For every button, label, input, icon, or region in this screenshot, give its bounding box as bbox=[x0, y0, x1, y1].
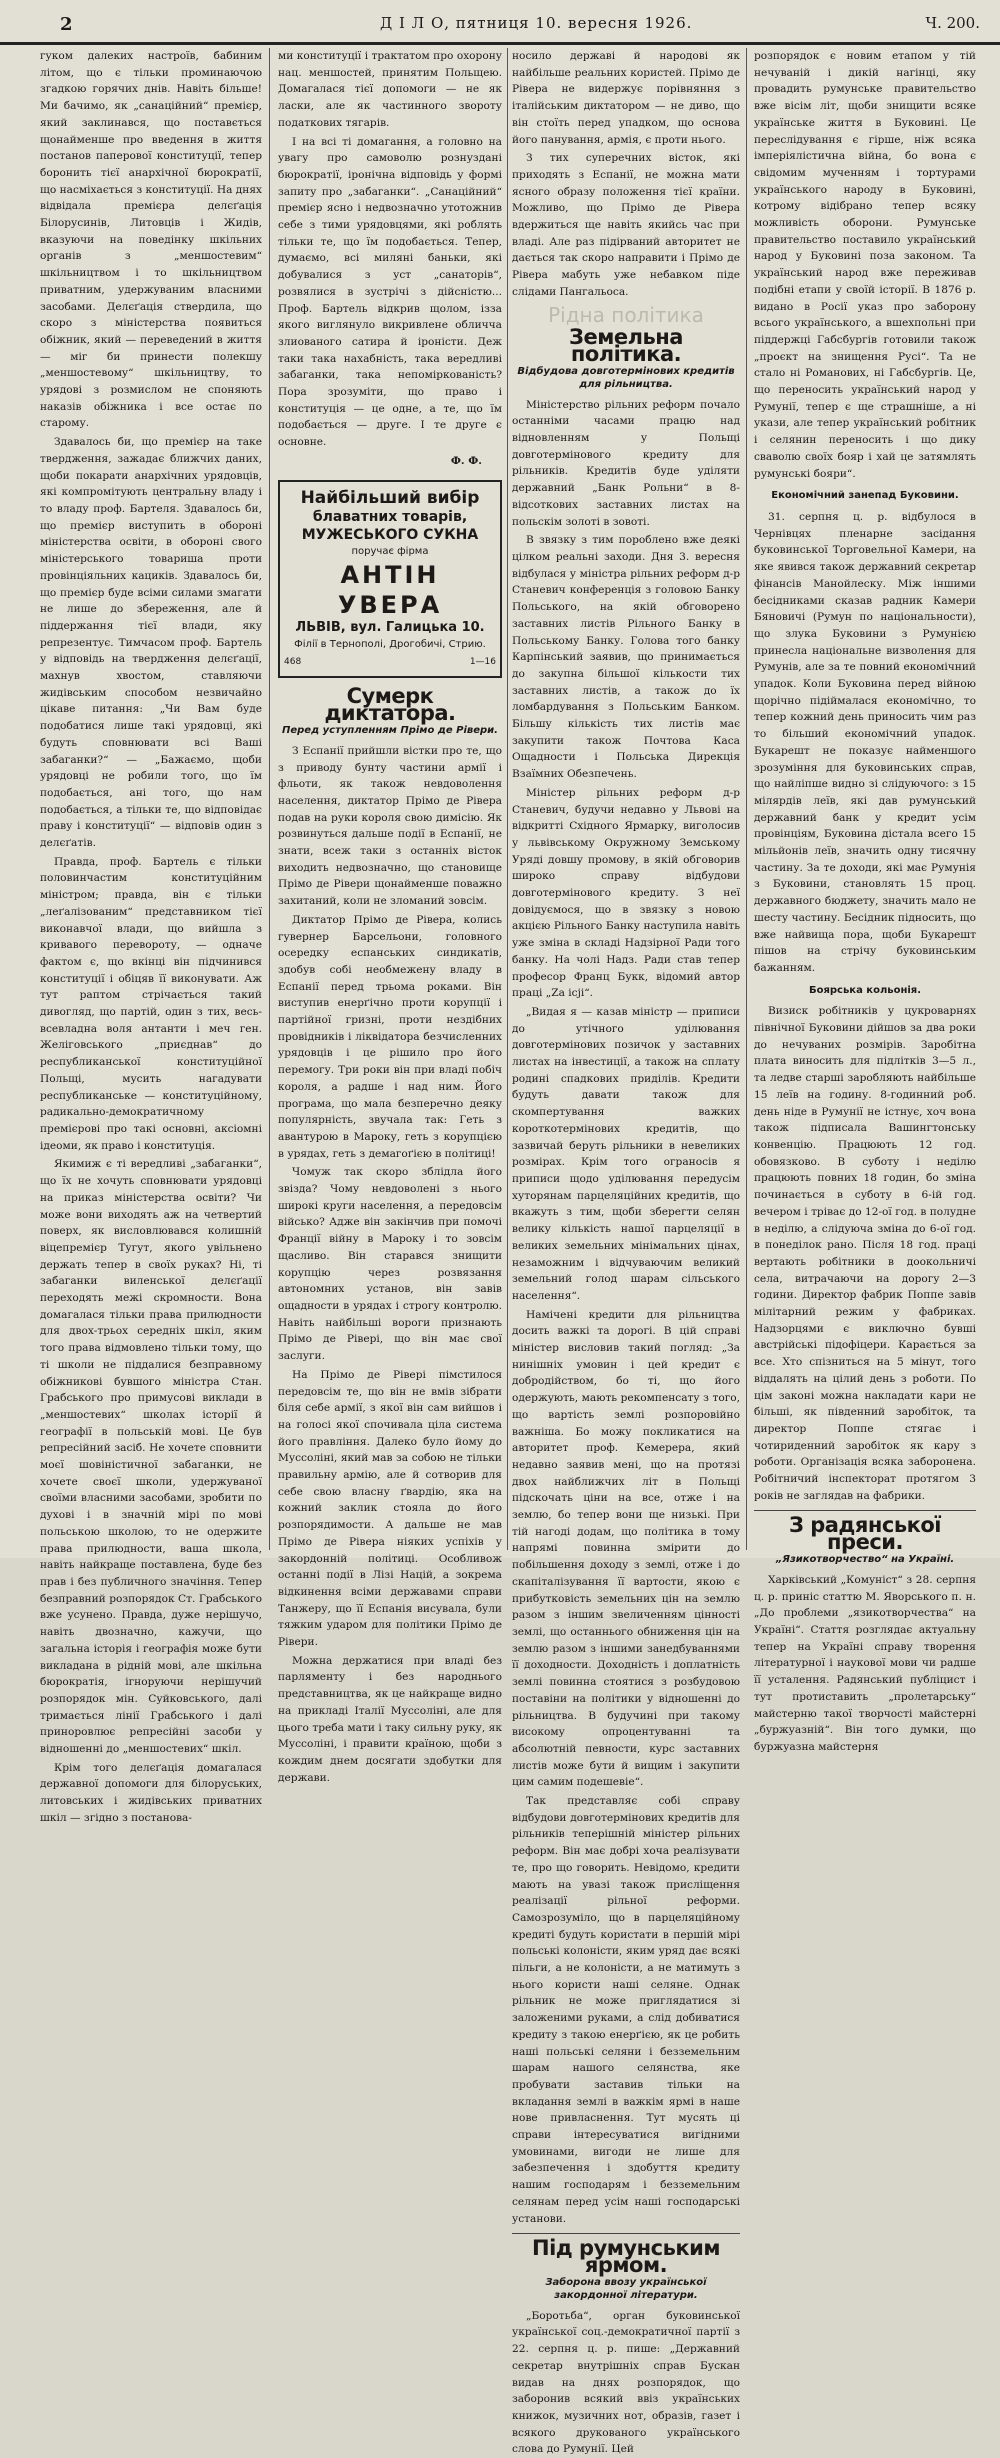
column-rule bbox=[507, 48, 508, 1550]
paragraph: Крім того делєґація домагалася державної допомоги для білоруських, литовських і жидівських приватних шкіл — згідно з постанова- bbox=[40, 1761, 262, 1824]
paragraph: І на всі ті домагання, а головно на увагу про самоволю рознуздані бюрократії, іронічна відповідь у формі запиту про „забаганки“. „Санаційний“ премієр ясно і недвозначно утотожнив себе з тими урядовцями, які роблять тільки те, що їм подобається. Тепер, думаємо, всі миляні баньки, які добувалися з уст „санаторів“, розвялися в зустрічі з дійсністю... Проф. Бартель відкрив щолом, ізза якого виглянуло викривлене обличча злиованого сатира й іроністи. Деж таки така нахабність, така вередливі забаганки, така непоміркованість? Пора зрозуміти, що право і конституція — це одне, а те, що їм подобається — друге. І те друге є основне. bbox=[278, 135, 502, 449]
article-title: Земельна політика. bbox=[569, 325, 683, 366]
ad-codes bbox=[284, 654, 496, 671]
column-1 bbox=[40, 48, 263, 1824]
paragraph: Чомуж так скоро зблідла його звізда? Чому невдоволені з нього широкі круги населення, а передовсім військо? Адже він закінчив при помочі Франції війну в Мароку і то зовсім щасливо. Він старався знищити корупцію через розвязання автономних установ, він завів ощадности в урядах і строгу контролю. Навіть найбільші вороги признають Прімо де Рівері, що він має свої заслуги. bbox=[278, 1166, 502, 1363]
paragraph: Якимиж є ті вередливі „забаганки“, що їх не хочуть сповнювати урядовці на приказ міністерства освіти? Чи може вони виходять аж на четвертий поверх, як висловлювався колишній віцепремієр Тугут, якого увільнено держать тепер в своїх руках? Ні, ті забаганки виленської делєґації переходять межі скромности. Вона домагалася тільки права прилюдности для двох-трьох середніх шкіл, яким того права відмовлено тільки тому, що ті школи не піддалися безправному обіжникові бувшого міністра Стан. Грабського про примусові виклади в „меншостевих“ школах історії й географії в польській мові. Це був репресійний засіб. Не хочете сповнити моєї шовіністичної забаганки, не хочете своєї школи, удержуваної своїми власними засобами, зробити по духові і в значній мірі по мові польською школою, то не одержите права прилюдности, ваша школа, навіть найкраще поставлена, буде без прав і без публичного значіння. Тепер безправний розпорядок Ст. Грабського вже усунено. Правда, дуже нерішучо, навіть двозначно, кажучи, що загальна історія і географія може бути викладана в рідній мові, але шкільна бюрократія, ігноруючи нерішучий розпорядок мін. Суйковського, далі тримається лінії Грабського і далі приноровлює репресійні засоби у відношенні до „меншостевих“ шкіл. bbox=[40, 1158, 262, 1756]
page-header bbox=[0, 0, 1000, 45]
paragraph: гуком далеких настроїв, бабиним літом, що є тільки проминаючою згадкою горячих днів. Навіть більше! Ми бачимо, як „санаційний“ премієр, який заклинався, що поставється щонайменше про введення в життя постанов паперової конституції, тепер боронить тієї анархічної бюрократії, що насміхається з конституції. На днях відвідала премієра делєґація Білорусинів, Литовців і Жидів, вказуючи на поведінку шкільних органів з „меншостевим“ шкільництвом і то шкільництвом приватним, удержуваним власними засобами. Делєґація ствердила, що скоро з міністерства появиться обіжник, який — переведений в життя — міг би принести полекшу „меншостевому“ шкільництву, то урядові з розмислом не споняють наказів обіжника і все остає по старому. bbox=[40, 50, 263, 430]
article-subtitle: Відбудова довготермінових кредитів для рільництва. bbox=[517, 365, 735, 390]
ad-address: ЛЬВІВ, вул. Галицька 10. bbox=[295, 620, 485, 636]
ad-line: Найбільший вибір bbox=[300, 487, 480, 508]
issue-number: Ч. 200. bbox=[925, 14, 980, 32]
paragraph: 31. серпня ц. р. відбулося в Чернівцях пленарне засідання буковинської Торговельної Камери, на яке явився також державний секретар фінансів Манойлеску. Між іншими бесідниками сказав радник Камери Бяновичі (Румун по національности), що злука Буковини з Румунією принесла національне визволення для Румунів, але за те повний економічний упадок. Коли Буковина перед війною щорічно підіймалася економічно, то тепер кожний день приносить чим раз то більший економічний упадок. Букарешт не показує найменшого зрозуміння для буковинських справ, що найліпше видно зі слідуючого: з 15 мілярдів леїв, які дав румунський державний банк у кредит усім провінціям, Буковина дістала всего 15 мільйонів леїв, значить одну тисячну частину. За те доходи, які має Румунія з Буковини, становлять 15 проц. державного бюджету, значить мало не шесту частину. Бесідник підносить, що вже найвища пора, щоби Букарешт пішов на стрічу буковинським бажанням. bbox=[754, 510, 976, 974]
section-heading: Економічний занепад Буковини. bbox=[771, 490, 959, 502]
paragraph: Намічені кредити для рільництва досить важкі та дорогі. В цій справі міністер висловив такий погляд: „За нинішніх умовин і цей кредит є добродійством, бо ті, що його одержують, мають рекомпенсату з того, що вартість землі розпоровійно важніша. Бо можу покликатися на авторитет проф. Кемерера, який недавно заявив мені, що на протязі двох найближчих літ в Польщі підскочать ціни на все, отже і на землю, бо тепер вони ще низькі. При тій нагоді додам, що політика в тому напрямі повинна змірити до побільшення доходу з землі, отже і до скапіталізування її вартости, якою є прибутковість земельних цін на землю разом з іншим звеличенням цінності землі, що останнього обниження цін на землю разом з іншими занедбуваннями її доходности. Доходність і доплатність землі повинна стоятися з розбудовою поставіни на політики у відношенні до рільництва. В будучині при такому високому опроцентуванні та абсолютній певности, курс заставних листів може бути й вищим і закупити цим самим подешевіе“. bbox=[512, 1308, 740, 1789]
paragraph: З тих суперечних вісток, які приходять з Еспанії, не можна мати ясного образу положення тієї країни. Можливо, що Прімо де Рівера вдержиться ще навіть якийсь час при владі. Але раз підірваний авторитет не дається так скоро направити і Прімо де Рівера мабуть уже небавком піде слідами Пангальоса. bbox=[512, 152, 740, 298]
ad-line: блаватних товарів, bbox=[312, 508, 468, 525]
paragraph: Визиск робітників у цукроварнях північної Буковини дійшов за два роки до нечуваних розмірів. Заробітна плата виносить для підлітків 3—5 л., та ледве старші заробляють найбільше 15 леїв на годину. 8-годинний роб. день ніде в Румунії не істнує, хоч вона також підписала Вашингтонську конвенцію. Працюють 12 год. обовязково. В суботу і неділю працюють повних 18 годин, бо зміна починається в суботу в 6-ій год. вечером і тріває до 12-ої год. в полудне в неділю, а слідуюча зміна до 6-ої год. в понеділок рано. Після 18 год. праці вертають робітники в доокольничі села, витрачаючи на дорогу 2—3 години. Директор фабрик Поппе завів мілітарний режим у фабриках. Надзорцями є виключно бувші австрійські підофіцери. Карається за все. Хто спізниться на 5 мінут, того віддалять на цілий день з роботи. По цім законі можна накладати кари не більші, як південний заробіток, та директор Поппе стягає і чотириденний заробіток як кару з роботи. Організація всяка заборонена. Робітничий інспекторат протягом 3 років не заглядав на фабрики. bbox=[754, 1005, 976, 1502]
ad-code-right: 1—16 bbox=[469, 656, 496, 667]
paragraph: З Еспанії прийшли вістки про те, що з приводу бунту частини армії і фльоти, як також невдоволення населення, диктатор Прімо де Рівера подав на руки короля свою димісію. Як розвинуться дальше події в Еспанії, не знати, всеж таки з останніх вісток виходить недвозначно, що становище Прімо де Рівери щонайменше поважно захитаний, коли не зломаний зовсім. bbox=[278, 744, 502, 908]
ad-branches: Філії в Тернополі, Дрогобичі, Стрию. bbox=[294, 638, 486, 650]
column-2 bbox=[278, 48, 502, 1784]
paragraph: Можна держатися при владі без парляменту і без народнього представництва, як це найкраще видно на прикладі Італії Муссоліні, але для цього треба мати і таку сильну руку, як Муссоліні, і правити країною, щоби з кождим днем досягати здобутки для держави. bbox=[278, 1654, 502, 1784]
advertisement bbox=[278, 480, 502, 679]
column-rule bbox=[746, 48, 747, 1550]
paragraph: ми конституції і трактатом про охорону нац. меншостей, принятим Польщею. Домагалася тієї допомоги — не як ласки, але як частинного звороту податкових тягарів. bbox=[278, 50, 502, 129]
section-heading: Боярська кольонія. bbox=[808, 984, 922, 996]
article-title: Сумерк диктатора. bbox=[324, 684, 456, 726]
paragraph: Здавалось би, що премієр на таке твердження, зажадає ближчих даних, щоби покарати анархічних урядовців, які компромітують центральну владу і то владу проф. Бартеля. Здавалось би, що премієр виступить в обороні міністерства освіти, в обороні свого міністерського товариша проти провінціяльних кациків. Здавалось би, що премієр буде всіми силами змагати не лише до збереження, але й піддержання тієї влади, яку репрезентує. Тимчасом проф. Бартель у відповідь на твердження делєґації, махнув хвостом, ставляючи жидівським способом незвичайно цікаве питання: „Чи Вам буде подобатися лише такі урядовці, які будуть сповнювати всі Ваші забаганки?“ — „Бажаємо, щоби урядовці не робили того, що їм подобається, ані того, що нам подобається, а тільки те, що відповідає праву і конституції“ — відповів один з делєґатів. bbox=[40, 436, 262, 850]
masthead-title: Д І Л О, пятниця 10. вересня 1926. bbox=[380, 14, 693, 32]
paragraph: Харківський „Комуніст“ з 28. серпня ц. р. приніс статтю М. Яворського п. н. „До проблеми „язикотворчества“ на Україні“. Стаття розглядає актуальну тепер на Україні справу творення літературної і наукової мови чи радше її усталення. Радянський публіцист і тут протиставить „пролетарську“ майстерню такої творчості майстерні „буржуазній“. Він того думки, що буржуазна майстерня bbox=[754, 1573, 976, 1753]
faded-heading: Рідна політика bbox=[548, 302, 704, 327]
paragraph: На Прімо де Рівері пімстилося передовсім те, що він не вмів зібрати біля себе армії, з якої він сам вийшов і на голосі якої спочивала ціла система його правління. Далеко було йому до Муссоліні, який мав за собою не тільки правильну армію, але й сотворив для себе свою власну ґвардію, яка на кожний заклик стояла до його розпорядимости. А дальше не мав Прімо де Рівера ніяких успіхів у закордонній політиці. Особливож останні події в Лізі Націй, а зокрема відкинення всіми державами справи Танжеру, що її Еспанія висувала, були тяжким ударом для політики Прімо де Рівери. bbox=[278, 1368, 502, 1649]
paragraph: „Боротьба“, орган буковинської української соц.-демократичної партії з 22. серпня ц. р. пише: „Державний секретар внутрішніх справ Бускан видав на днях розпорядок, що заборонив всякий ввіз українських книжок, музичних нот, образів, газет і всякого друкованого українського слова до Румунії. Цей bbox=[512, 2309, 740, 2456]
ad-line: поручає фірма bbox=[351, 545, 429, 557]
ad-code-left: 468 bbox=[284, 656, 302, 667]
article-title: З радянської преси. bbox=[789, 1513, 941, 1555]
column-rule bbox=[269, 48, 270, 1550]
divider bbox=[512, 2233, 740, 2234]
paragraph: Міністер рільних реформ д-р Станевич, будучи недавно у Львові на відкритті Східного Ярмарку, виголосив у львівському Окружному Земському Уряді довшу промову, в якій обговорив широко справу відбудови довготермінового кредиту. З неї довідуємося, що в звязку з новою акцією Рільного Банку наступила навіть уже зміна в складі Надзірної Ради того банку. На чолі Надз. Ради став тепер професор Франц Букк, відомий автор праці „Za icji“. bbox=[512, 786, 740, 1000]
divider bbox=[754, 1510, 976, 1511]
page-number: 2 bbox=[60, 14, 73, 35]
ad-line: МУЖЕСЬКОГО СУКНА bbox=[301, 526, 479, 543]
article-signature: Ф. Ф. bbox=[450, 454, 482, 467]
article-subtitle: Перед уступленням Прімо де Рівери. bbox=[282, 724, 498, 736]
ad-firm-name: АНТІН УВЕРА bbox=[337, 561, 443, 620]
paragraph: носило державі й народові як найбільше реальних користей. Прімо де Рівера не видержує порівняння з італійським диктатором — не диво, що він стоїть перед упадком, що основа його панування, армія, є проти нього. bbox=[512, 50, 740, 146]
paragraph: Міністерство рільних реформ почало останніми часами працю над відновленням у Польщі довготермінового кредиту для рільників. Кредитів буде уділяти державний „Банк Рольни“ в 8-відсоткових заставних листах на польскім золоті в зовоті. bbox=[512, 398, 740, 528]
article-subtitle: „Язикотворчество“ на Україні. bbox=[775, 1553, 955, 1565]
paragraph: Диктатор Прімо де Рівера, колись гувернер Барсельони, головного осередку еспанських синдикатів, здобув собі необмежену владу в Еспанії перед трьома роками. Він виступив енерґічно проти корупції і партійної гризні, проти нездібних провідників і ліквідатора безчисленних урядовців і це рішило про його перемогу. Три роки він при владі побіч короля, а радше і над ним. Його програма, що мала безперечно деяку популярність, звучала так: Геть з авантурою в Мароку, геть з корупцією в урядах, геть з демагоґією в політиці! bbox=[278, 913, 502, 1160]
article-title: Під румунським ярмом. bbox=[532, 2236, 720, 2277]
paragraph: Правда, проф. Бартель є тільки половинчастим конституційним міністром; правда, він є тільки „леґалізованим“ представником тієї виконавчої влади, що вийшла з кривавого перевороту, — одначе фактом є, що вкінці він підчинився конституції і обіцяв її виконувати. Аж тут раптом стрічається такий дивогляд, що партій, один з тих, весь-всевладна воля антанти і меч ген. Желіговського „приєднав“ до республиканської конституційної Польщі, мусить нагадувати республиканське — конституційному, радикально-демократичному премієрові про такі основні, аксіомні ідеоми, як право і конституція. bbox=[40, 855, 262, 1152]
column-3 bbox=[512, 48, 740, 2456]
paragraph: „Видая я — казав міністр — приписи до утічного уділювання довготермінових позичок у заставних листах на інвестиції, а також на сплату родині спадкових приділів. Кредити будуть давати також для скомпертування важких короткотермінових кредитів, що зазвичай беруть рільники в невеликих розмірах. Крім того ограносів я приписи щодо уділювання передусім хуторянам парцеляційних кредитів, що вкажуть з тим, щоби зберегти селян велику кількість нашої парцеляції в великих земельних мінімальних цінах, незаможним і відчуваючим великий земельний голод шарам сільського населення“. bbox=[512, 1005, 740, 1302]
column-4 bbox=[754, 48, 976, 1753]
paragraph: розпорядок є новим етапом у тій нечуваній і дикій нагінці, яку провадить румунське правительство вже вісім літ, щоби знищити всяке українське життя в Буковині. Це переслідування є гірше, ніж всяка імперіялістична війна, бо вона є свідомим мученням і тортурами українського народу в Буковині, котрому відібрано тепер всяку можливість оборони. Румунське правительство поставило український народ у Буковині поза законом. Та український народ вже переживав подібні етапи у своїй історії. В 1876 р. видано в Росії указ про заборону всього українського, а вшехпольні при піддержці Габсбургів готовили також „проєкт на знищення Русі“. Та не стало ні Романових, ні Габсбургів. Це, що переносить український народ у Румунії, тепер є ще страшніше, а ні укази, але тепер український робітник і селянин переносить і що дику сваволю своїх бояр і хай це затямлять румунські бояри“. bbox=[754, 50, 976, 480]
paragraph: В звязку з тим пороблено вже деякі цілком реальні заходи. Дня 3. вересня відбулася у міністра рільних реформ д-р Станевич конференція з головою Банку Польського, на якій обговорено заставних листів Рільного Банку в Польському Банку. Голова того банку Карпінський заявив, що принимається до закупна більшої кількости тих заставних листів, а також до їх ломбардування з Польським Банком. Більшу кількість тих листів має закупити також Почтова Каса Ощадности і Польська Дирекція Взаїмних Обезпечень. bbox=[512, 534, 740, 781]
article-subtitle: Заборона ввозу української закордонної літератури. bbox=[545, 2276, 707, 2301]
paragraph: Так представляє собі справу відбудови довготермінових кредитів для рільників теперішній міністер рільних реформ. Він має добрі хоча реалізувати те, про що говорить. Невідомо, кредити мають на увазі також присліщення реалізації рільної реформи. Самозрозуміло, що в парцеляційному кредиті будуть користати в першій мірі польські колоністи, яким уряд дає всякі пільги, а не колоністи, а не матимуть з нього користи наші селяне. Однак рільник не може приглядатися зі заложеними руками, а слід добиватися кредиту з такою енерґією, як це робить наші польські селяни і безземельним шарам нашого селянства, яке пробувати заставив тільки на вкладання землі в важкім ярмі в наше нове привласнення. Тут мусять ці справи інтересуватися вигідними умовинами, вигоди не лише для забезпечення і здобуття кредиту нашим господарям і безземельним селянам перед усім наші господарські установи. bbox=[512, 1795, 740, 2225]
